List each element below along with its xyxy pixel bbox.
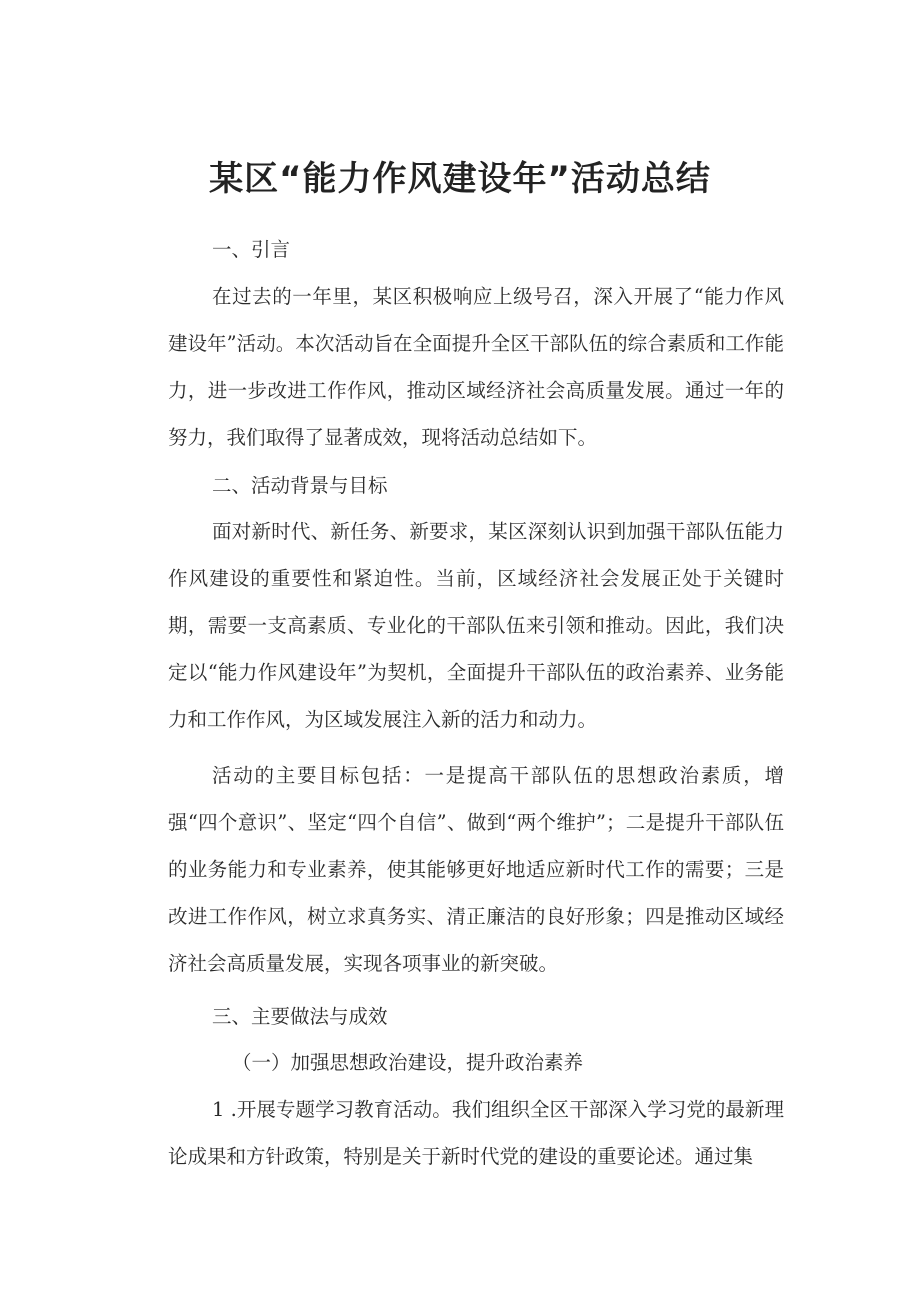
paragraph-intro: 在过去的一年里，某区积极响应上级号召，深入开展了“能力作风建设年”活动。本次活动旨在全面提升全区干部队伍的综合素质和工作能力，进一步改进工作作风，推动区域经济社会高质量发展。通过一年的努力，我们取得了显著成效，现将活动总结如下。 (168, 285, 784, 449)
section-heading-background: 二、活动背景与目标 (212, 474, 388, 497)
paragraph-study-activities: 1 .开展专题学习教育活动。我们组织全区干部深入学习党的最新理论成果和方针政策，特别是关于新时代党的建设的重要论述。通过集 (168, 1098, 784, 1168)
paragraph-goals: 活动的主要目标包括：一是提高干部队伍的思想政治素质，增强“四个意识”、坚定“四个自信”、做到“两个维护”；二是提升干部队伍的业务能力和专业素养，使其能够更好地适应新时代工作的需要；三是改进工作作风，树立求真务实、清正廉洁的良好形象；四是推动区域经济社会高质量发展，实现各项事业的新突破。 (168, 764, 784, 975)
section-heading-measures: 三、主要做法与成效 (212, 1005, 388, 1028)
subsection-heading-political: （一）加强思想政治建设，提升政治素养 (232, 1051, 584, 1074)
document-title: 某区“能力作风建设年”活动总结 (209, 159, 711, 199)
paragraph-background: 面对新时代、新任务、新要求，某区深刻认识到加强干部队伍能力作风建设的重要性和紧迫性。当前，区域经济社会发展正处于关键时期，需要一支高素质、专业化的干部队伍来引领和推动。因此，我们决定以“能力作风建设年”为契机，全面提升干部队伍的政治素养、业务能力和工作作风，为区域发展注入新的活力和动力。 (168, 520, 784, 731)
section-heading-intro: 一、引言 (212, 238, 291, 261)
